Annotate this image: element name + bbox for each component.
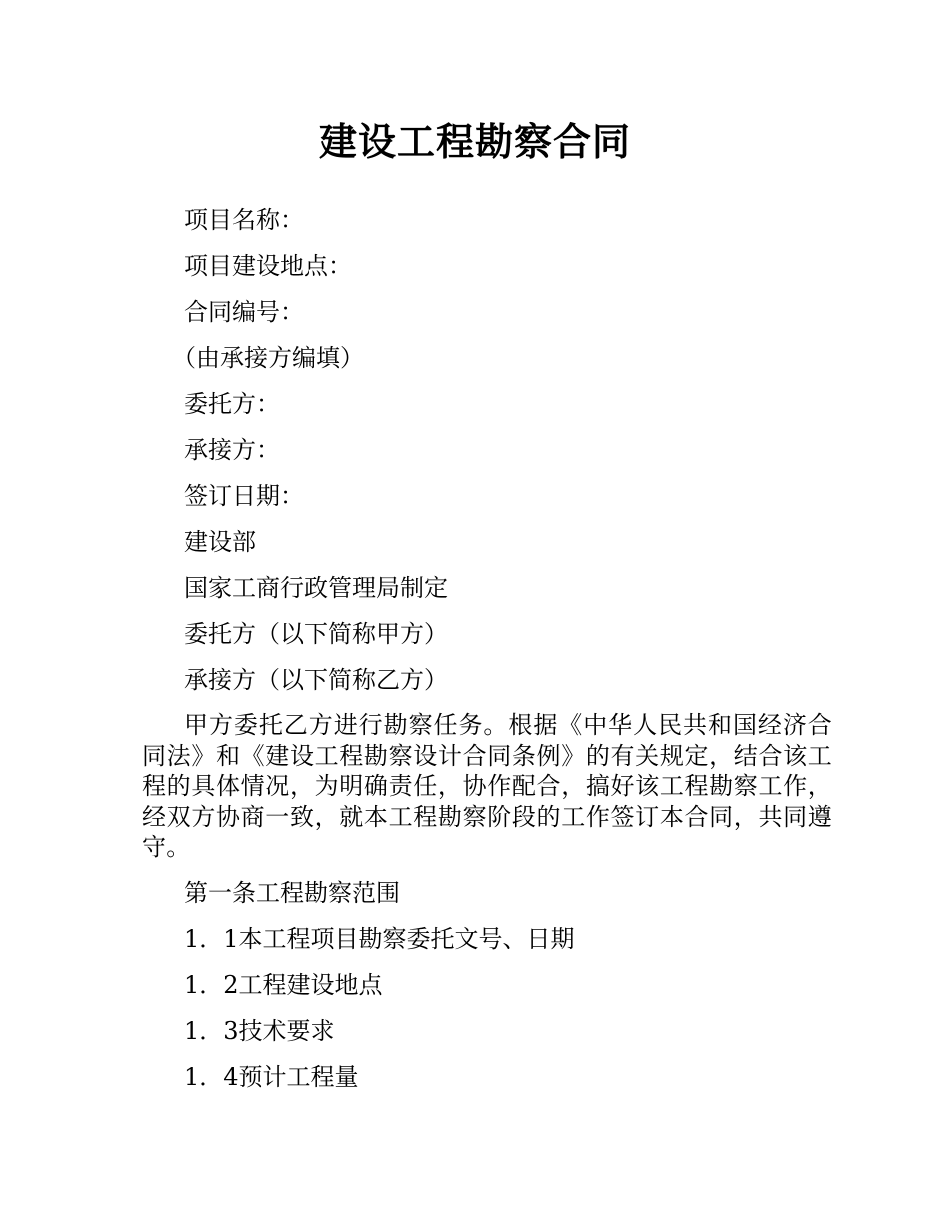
article-1-item: 1．1本工程项目勘察委托文号、日期	[184, 924, 575, 953]
article-1-heading: 第一条工程勘察范围	[184, 878, 400, 907]
article-1-item: 1．4预计工程量	[184, 1062, 359, 1091]
issuer-ministry: 建设部	[184, 528, 256, 556]
field-signing-date: 签订日期：	[184, 482, 304, 510]
field-project-location: 项目建设地点：	[184, 252, 352, 280]
article-1-item: 1．2工程建设地点	[184, 970, 383, 999]
party-a-definition: 委托方（以下简称甲方）	[184, 620, 448, 648]
issuer-administration: 国家工商行政管理局制定	[184, 574, 448, 602]
article-1-item: 1．3技术要求	[184, 1016, 335, 1045]
party-b-definition: 承接方（以下简称乙方）	[184, 666, 448, 694]
field-client: 委托方：	[184, 390, 280, 418]
intro-paragraph: 甲方委托乙方进行勘察任务。根据《中华人民共和国经济合同法》和《建设工程勘察设计合同条例》的有关规定，结合该工程的具体情况，为明确责任，协作配合，搞好该工程勘察工作，经双方协商一致，就本工程勘察阶段的工作签订本合同，共同遵守。	[142, 711, 832, 861]
document-body	[142, 200, 832, 1103]
field-contract-number: 合同编号：	[184, 298, 304, 326]
field-contract-number-note: （由承接方编填）	[172, 344, 364, 372]
field-contractor: 承接方：	[184, 436, 280, 464]
document-title: 建设工程勘察合同	[318, 120, 631, 164]
field-project-name: 项目名称：	[184, 206, 304, 234]
